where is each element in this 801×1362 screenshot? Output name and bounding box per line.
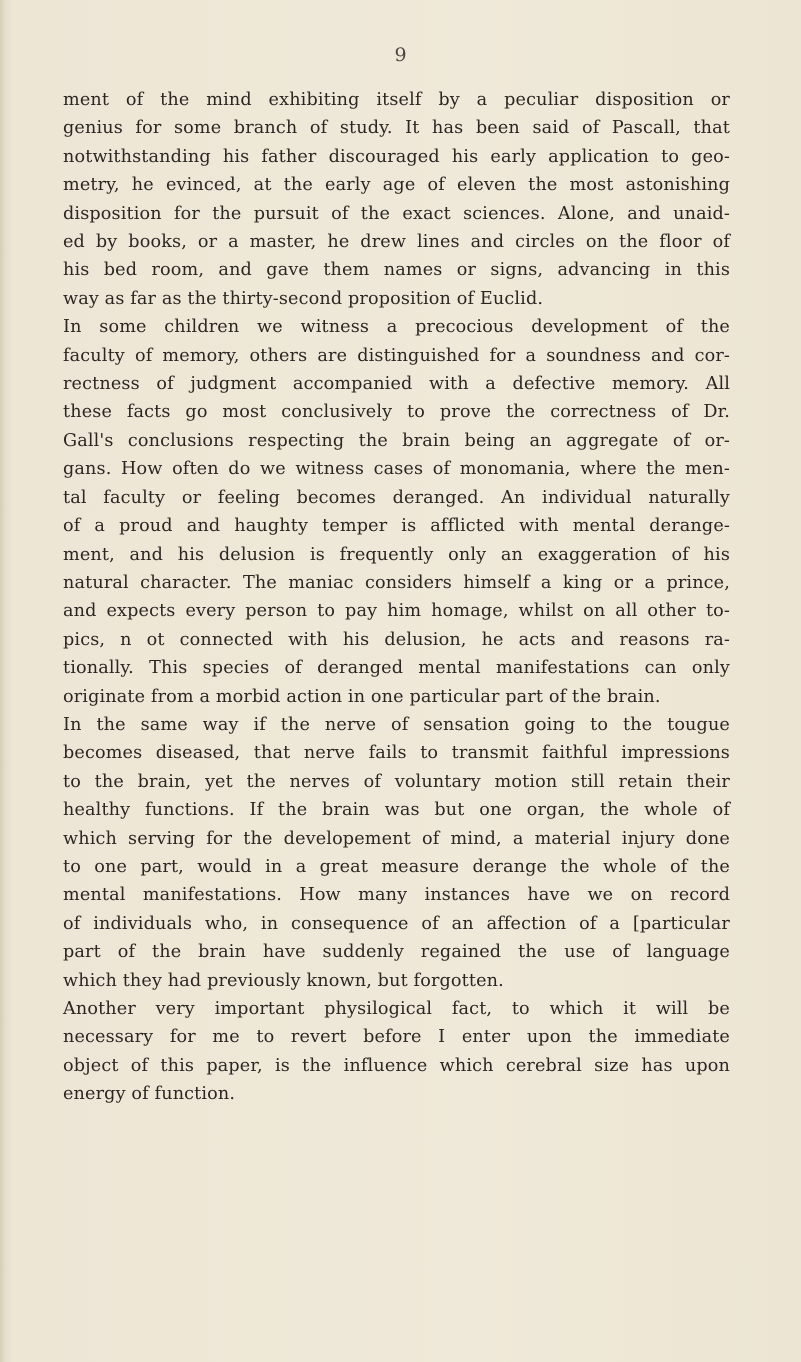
text-line: notwithstanding his father discouraged his early application to geo- xyxy=(63,146,730,167)
text-line: necessary for me to revert before I enter upon the immediate xyxy=(63,1027,730,1048)
text-line: ed by books, or a master, he drew lines and circles on the floor of xyxy=(63,232,730,253)
text-line: to one part, would in a great measure derange the whole of the xyxy=(63,856,730,877)
text-line: metry, he evinced, at the early age of eleven the most astonishing xyxy=(63,175,730,196)
text-line: disposition for the pursuit of the exact sciences. Alone, and unaid- xyxy=(63,203,730,224)
paragraph-end-line: which they had previously known, but forgotten. xyxy=(63,970,504,991)
text-line: to the brain, yet the nerves of voluntary motion still retain their xyxy=(63,771,730,792)
paragraph-start-line: In some children we witness a precocious development of the xyxy=(63,317,730,338)
paragraph-end-line: way as far as the thirty-second proposition of Euclid. xyxy=(63,288,544,309)
text-line: pics, n ot connected with his delusion, he acts and reasons ra- xyxy=(63,629,730,650)
text-line: ment, and his delusion is frequently only an exaggeration of his xyxy=(63,544,730,565)
text-line: rectness of judgment accompanied with a defective memory. All xyxy=(63,374,730,395)
text-line: which serving for the developement of mind, a material injury done xyxy=(63,828,730,849)
text-line: healthy functions. If the brain was but one organ, the whole of xyxy=(63,800,730,821)
paragraph-end-line: energy of function. xyxy=(63,1084,236,1105)
text-line: his bed room, and gave them names or signs, advancing in this xyxy=(63,260,730,281)
text-line: tionally. This species of deranged mental manifestations can only xyxy=(63,658,730,679)
text-line: natural character. The maniac considers himself a king or a prince, xyxy=(63,572,730,593)
page-binding-edge xyxy=(0,0,6,1362)
text-line: object of this paper, is the influence which cerebral size has upon xyxy=(63,1055,730,1076)
text-line: mental manifestations. How many instances have we on record xyxy=(63,885,730,906)
paragraph-start-line: In the same way if the nerve of sensation going to the tougue xyxy=(63,714,730,735)
text-line: faculty of memory, others are distinguished for a soundness and cor- xyxy=(63,345,730,366)
page-number: 9 xyxy=(394,44,407,66)
text-line: Gall's conclusions respecting the brain being an aggregate of or- xyxy=(63,430,730,451)
text-line: becomes diseased, that nerve fails to transmit faithful impressions xyxy=(63,743,730,764)
text-line: genius for some branch of study. It has been said of Pascall, that xyxy=(63,118,730,139)
text-line: these facts go most conclusively to prove the correctness of Dr. xyxy=(63,402,730,423)
text-line: ment of the mind exhibiting itself by a peculiar disposition or xyxy=(63,90,730,110)
paragraph-end-line: originate from a morbid action in one particular part of the brain. xyxy=(63,686,661,707)
text-line: part of the brain have suddenly regained the use of language xyxy=(63,942,730,963)
text-line: and expects every person to pay him homage, whilst on all other to- xyxy=(63,601,730,622)
body-text xyxy=(63,86,730,1109)
text-line: of individuals who, in consequence of an affection of a [particular xyxy=(63,913,730,934)
text-line: gans. How often do we witness cases of monomania, where the men- xyxy=(63,459,730,480)
text-line: of a proud and haughty temper is afflicted with mental derange- xyxy=(63,516,730,537)
paragraph-start-line: Another very important physilogical fact, to which it will be xyxy=(63,999,730,1019)
text-line: tal faculty or feeling becomes deranged. An individual naturally xyxy=(63,487,730,508)
